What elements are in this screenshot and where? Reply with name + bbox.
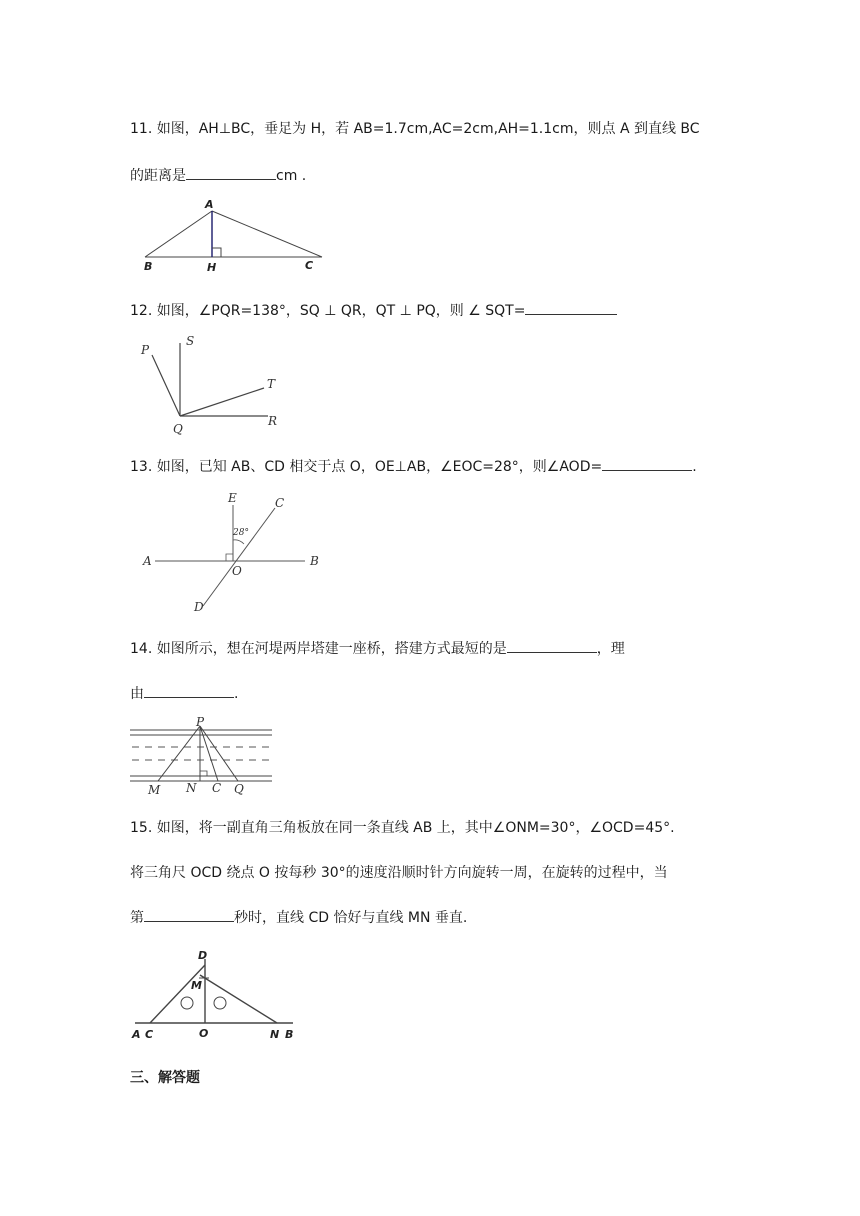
q12-label-p: P xyxy=(141,343,150,357)
q12-label-t: T xyxy=(267,377,276,391)
q12-label-q: Q xyxy=(173,422,183,436)
q14-reason-label: 由 xyxy=(130,686,144,702)
q15-line3 xyxy=(130,907,467,927)
river-bridge-diagram xyxy=(130,714,280,799)
q12-label-r: R xyxy=(268,414,278,428)
q15-label-d: D xyxy=(198,949,208,962)
q15-text-post: 秒时，直线 CD 恰好与直线 MN 垂直. xyxy=(234,910,468,926)
q15-answer-blank[interactable] xyxy=(144,907,234,922)
angle-diagram xyxy=(140,333,290,438)
q12-line xyxy=(130,300,617,320)
q15-label-n: N xyxy=(270,1028,280,1041)
q14-text-end: . xyxy=(234,686,239,702)
q13-label-e: E xyxy=(228,491,237,505)
q14-label-c: C xyxy=(212,781,222,795)
q11-text-post: cm . xyxy=(276,168,307,184)
triangle-diagram xyxy=(140,195,340,275)
q15-line2: 将三角尺 OCD 绕点 O 按每秒 30°的速度沿顺时针方向旋转一周，在旋转的过程中，当 xyxy=(130,865,668,881)
q14-text-post: ，理 xyxy=(596,641,625,657)
q15-label-c: C xyxy=(145,1028,154,1041)
q12-figure xyxy=(140,333,290,438)
q13-text-post: . xyxy=(692,459,697,475)
q12-label-s: S xyxy=(186,334,195,348)
q11-label-c: C xyxy=(305,259,314,272)
q14-text-pre: 14. 如图所示，想在河堤两岸塔建一座桥，搭建方式最短的是 xyxy=(130,641,507,657)
q14-label-q: Q xyxy=(234,782,244,796)
intersecting-lines-diagram xyxy=(140,490,330,615)
q14-answer-blank-2[interactable] xyxy=(144,683,234,698)
q15-figure xyxy=(130,945,310,1045)
q12-text: 12. 如图，∠PQR=138°，SQ ⊥ QR，QT ⊥ PQ，则 ∠ SQT= xyxy=(130,303,526,319)
q13-text-pre: 13. 如图，已知 AB、CD 相交于点 O，OE⊥AB，∠EOC=28°，则∠AOD= xyxy=(130,459,603,475)
q14-label-p: P xyxy=(196,715,205,729)
q14-figure xyxy=(130,714,280,799)
q14-line2 xyxy=(130,683,238,703)
triangle-rulers-diagram xyxy=(130,945,310,1045)
q13-label-a: A xyxy=(143,554,152,568)
q13-line xyxy=(130,456,697,476)
q12-answer-blank[interactable] xyxy=(525,300,617,315)
q14-label-m: M xyxy=(148,783,161,797)
q15-label-m: M xyxy=(191,979,202,992)
q14-label-n: N xyxy=(186,781,197,795)
q15-line1: 15. 如图，将一副直角三角板放在同一条直线 AB 上，其中∠ONM=30°，∠OCD=45°. xyxy=(130,820,675,836)
q11-line1: 11. 如图，AH⊥BC，垂足为 H，若 AB=1.7cm,AC=2cm,AH=1.1cm，则点 A 到直线 BC xyxy=(130,121,700,137)
q15-label-a: A xyxy=(132,1028,141,1041)
q13-label-d: D xyxy=(194,600,204,614)
q13-label-b: B xyxy=(310,554,319,568)
q11-answer-blank[interactable] xyxy=(186,165,276,180)
q15-label-b: B xyxy=(285,1028,294,1041)
q13-answer-blank[interactable] xyxy=(602,456,692,471)
q14-line1 xyxy=(130,638,625,658)
q13-label-o: O xyxy=(232,564,242,578)
q11-label-h: H xyxy=(207,261,217,274)
q11-text-pre: 的距离是 xyxy=(130,168,186,184)
q13-figure xyxy=(140,490,330,615)
q14-answer-blank-1[interactable] xyxy=(507,638,597,653)
section-heading: 三、解答题 xyxy=(130,1070,200,1086)
q11-label-a: A xyxy=(205,198,214,211)
q11-figure xyxy=(140,195,340,275)
q13-angle-label: 28° xyxy=(233,528,249,538)
q15-label-o: O xyxy=(199,1027,209,1040)
q13-label-c: C xyxy=(275,496,285,510)
q11-label-b: B xyxy=(144,260,153,273)
q15-text-pre: 第 xyxy=(130,910,144,926)
q11-line2 xyxy=(130,165,306,185)
